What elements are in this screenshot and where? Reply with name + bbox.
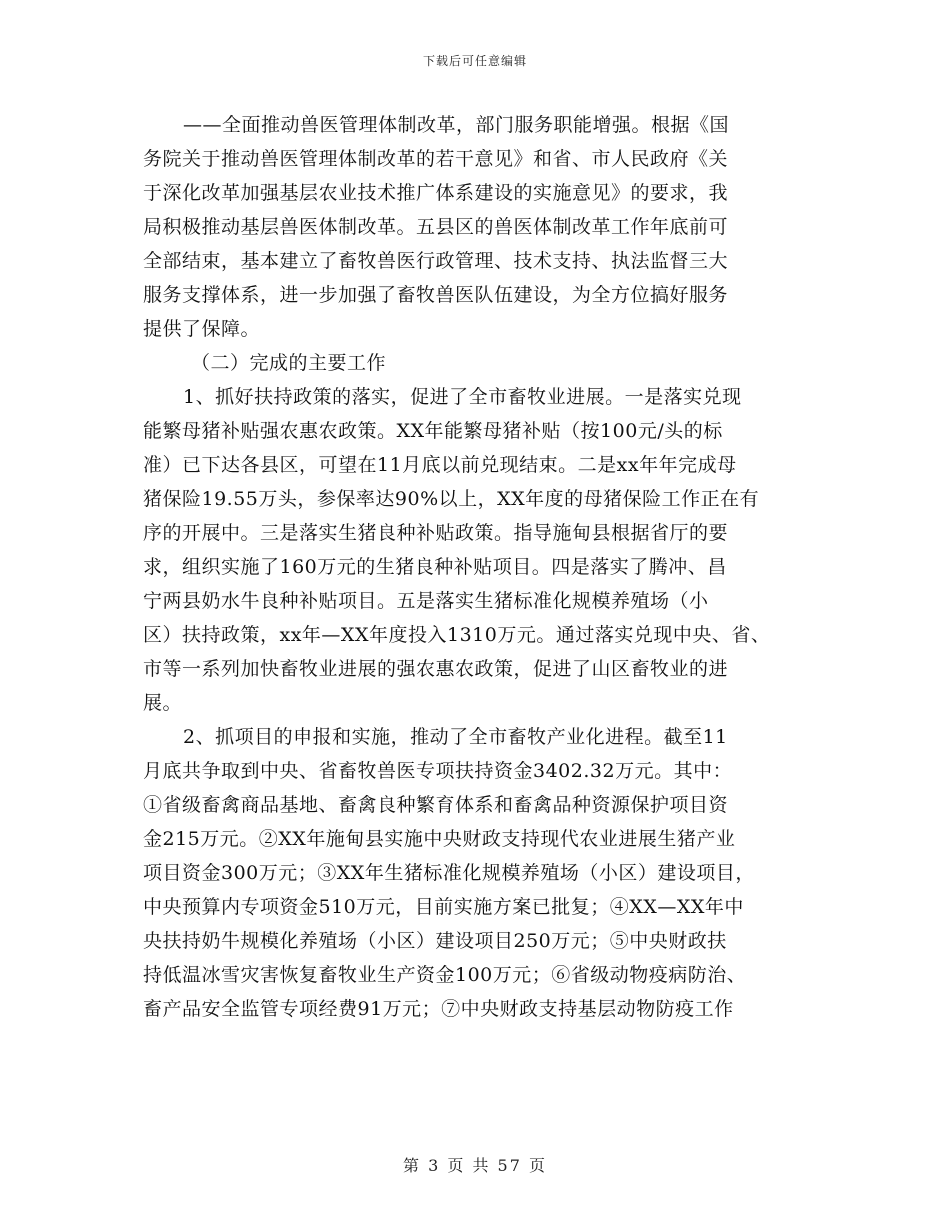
paragraph-line: 2、抓项目的申报和实施，推动了全市畜牧产业化进程。截至11 [183, 726, 728, 748]
paragraph-line: 月底共争取到中央、省畜牧兽医专项扶持资金3402.32万元。其中： [143, 760, 733, 782]
paragraph-line: 务院关于推动兽医管理体制改革的若干意见》和省、市人民政府《关 [143, 148, 729, 170]
paragraph-line: 宁两县奶水牛良种补贴项目。五是落实生猪标准化规模养殖场（小 [143, 590, 709, 612]
paragraph-line: 区）扶持政策，xx年—XX年度投入1310万元。通过落实兑现中央、省、 [143, 624, 771, 646]
paragraph-line: 畜产品安全监管专项经费91万元；⑦中央财政支持基层动物防疫工作 [143, 998, 734, 1020]
paragraph-line: 金215万元。②XX年施甸县实施中央财政支持现代农业进展生猪产业 [143, 828, 736, 850]
page-header: 下载后可任意编辑 [422, 54, 527, 68]
paragraph-line: ——全面推动兽医管理体制改革，部门服务职能增强。根据《国 [183, 114, 730, 136]
paragraph-line: 于深化改革加强基层农业技术推广体系建设的实施意见》的要求，我 [143, 182, 729, 204]
paragraph-line: 展。 [143, 692, 183, 714]
paragraph-line: 1、抓好扶持政策的落实，促进了全市畜牧业进展。一是落实兑现 [183, 386, 742, 408]
paragraph-line: 持低温冰雪灾害恢复畜牧业生产资金100万元；⑥省级动物疫病防治、 [143, 964, 747, 986]
paragraph-line: 央扶持奶牛规模化养殖场（小区）建设项目250万元；⑤中央财政扶 [143, 930, 727, 952]
paragraph-line: 全部结束，基本建立了畜牧兽医行政管理、技术支持、执法监督三大 [143, 250, 729, 272]
document-body [143, 108, 825, 1026]
paragraph-line: 求，组织实施了160万元的生猪良种补贴项目。四是落实了腾冲、昌 [143, 556, 727, 578]
paragraph-line: 项目资金300万元；③XX年生猪标准化规模养殖场（小区）建设项目， [143, 862, 755, 884]
paragraph-line: 序的开展中。三是落实生猪良种补贴政策。指导施甸县根据省厅的要 [143, 522, 729, 544]
paragraph-line: ①省级畜禽商品基地、畜禽良种繁育体系和畜禽品种资源保护项目资 [143, 794, 729, 816]
paragraph-line: 市等一系列加快畜牧业进展的强农惠农政策，促进了山区畜牧业的进 [143, 658, 729, 680]
paragraph-line: 提供了保障。 [143, 318, 261, 340]
paragraph-line: 准）已下达各县区，可望在11月底以前兑现结束。二是xx年年完成母 [143, 454, 737, 476]
paragraph-line: 局积极推动基层兽医体制改革。五县区的兽医体制改革工作年底前可 [143, 216, 729, 238]
paragraph-line: 能繁母猪补贴强农惠农政策。XX年能繁母猪补贴（按100元/头的标 [143, 420, 723, 442]
page-number: 第 3 页 共 57 页 [403, 1156, 547, 1175]
paragraph-line: 中央预算内专项资金510万元，目前实施方案已批复；④XX—XX年中 [143, 896, 744, 918]
paragraph-line: 猪保险19.55万头，参保率达90%以上，XX年度的母猪保险工作正在有 [143, 488, 760, 510]
paragraph-line: 服务支撑体系，进一步加强了畜牧兽医队伍建设，为全方位搞好服务 [143, 284, 729, 306]
section-heading: （二）完成的主要工作 [191, 352, 387, 374]
